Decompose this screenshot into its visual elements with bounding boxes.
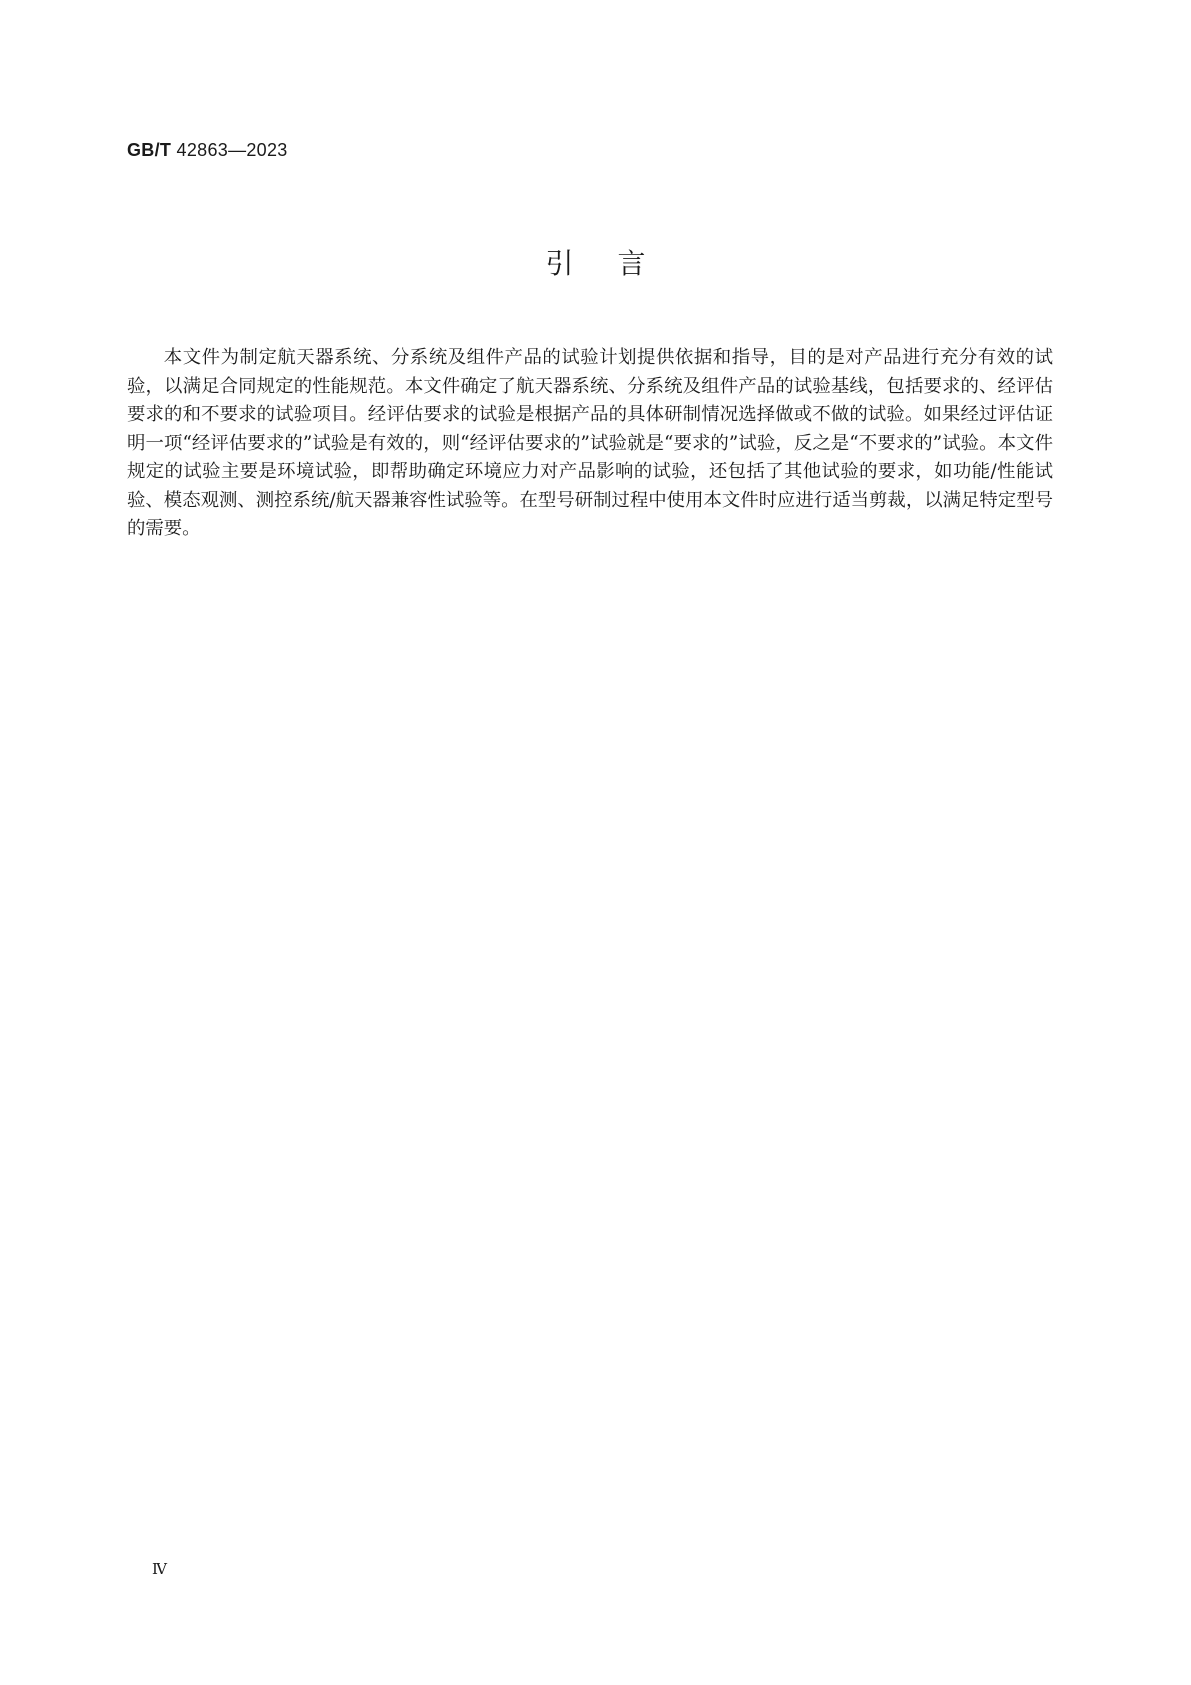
introduction-paragraph: 本文件为制定航天器系统、分系统及组件产品的试验计划提供依据和指导，目的是对产品进行充分有效的试验，以满足合同规定的性能规范。本文件确定了航天器系统、分系统及组件产品的试验基线，包括要求的、经评估要求的和不要求的试验项目。经评估要求的试验是根据产品的具体研制情况选择做或不做的试验。如果经过评估证明一项“经评估要求的”试验是有效的，则“经评估要求的”试验就是“要求的”试验，反之是“不要求的”试验。本文件规定的试验主要是环境试验，即帮助确定环境应力对产品影响的试验，还包括了其他试验的要求，如功能/性能试验、模态观测、测控系统/航天器兼容性试验等。在型号研制过程中使用本文件时应进行适当剪裁，以满足特定型号的需要。 <box>127 347 1053 539</box>
page-number: Ⅳ <box>152 1562 167 1578</box>
document-code <box>127 140 288 161</box>
standard-number: 42863—2023 <box>176 140 288 160</box>
section-title: 引言 <box>545 247 690 280</box>
standard-prefix: GB/T <box>127 140 172 160</box>
